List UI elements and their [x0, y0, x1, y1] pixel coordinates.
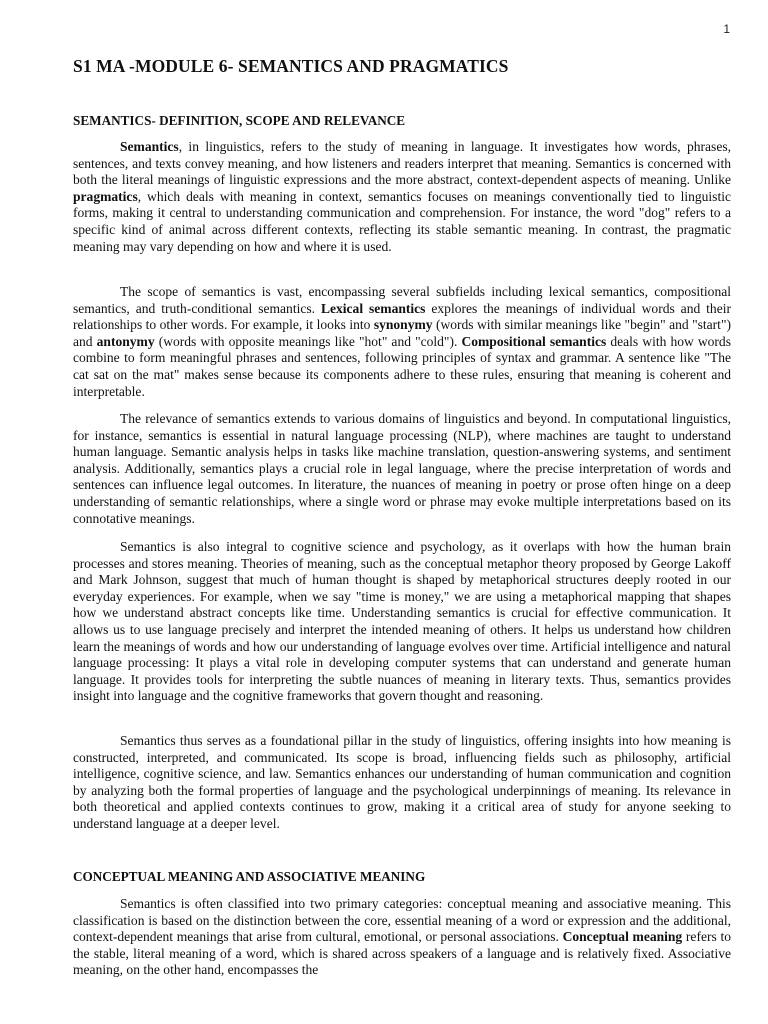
bold-term: synonymy: [373, 317, 433, 333]
bold-term: Compositional semantics: [461, 333, 607, 349]
section-heading-conceptual-associative: CONCEPTUAL MEANING AND ASSOCIATIVE MEANING: [73, 869, 426, 884]
bold-term: Lexical semantics: [320, 300, 426, 316]
bold-term: Conceptual meaning: [562, 929, 683, 945]
bold-term: Semantics: [120, 139, 179, 154]
bold-term: pragmatics: [73, 188, 138, 204]
paragraph-semantics-cognitive: Semantics is also integral to cognitive science and psychology, as it overlaps with how the human brain processes and stores meaning. Theories of meaning, such as the conceptual metaphor theory proposed by George Lakoff and Mark Johnson, suggest that much of human thought is shaped by metaphorical structures deeply rooted in our everyday experiences. For example, when we say "time is money," we are using a metaphorical mapping that shapes how we understand abstract concepts like time. Understanding semantics is crucial for effective communication. It allows us to use language precisely and interpret the intended meaning of others. It helps us understand how children learn the meanings of words and how our understanding of language evolves over time. Artificial intelligence and natural language processing: It plays a vital role in developing computer systems that can understand and generate human language. It provides tools for interpreting the subtle nuances of meaning in literary texts. Thus, semantics provides insight into language and the cognitive frameworks that govern thought and reasoning.: [73, 539, 731, 704]
section-heading-semantics: SEMANTICS- DEFINITION, SCOPE AND RELEVANCE: [73, 113, 406, 128]
paragraph-semantics-scope: The scope of semantics is vast, encompassing several subfields including lexical semantics, compositional semantics, and truth-conditional semantics. Lexical semantics explores the meanings of individual words and their relationships to other words. For example, it looks into synonymy (words with similar meanings like "begin" and "start") and antonymy (words with opposite meanings like "hot" and "cold"). Compositional semantics deals with how words combine to form meaningful phrases and sentences, following principles of syntax and grammar. A sentence like "The cat sat on the mat" makes sense because its components adhere to these rules, ensuring that meaning is coherent and interpretable.: [73, 284, 731, 399]
paragraph-meaning-classification: Semantics is often classified into two primary categories: conceptual meaning and associative meaning. This classification is based on the distinction between the core, essential meaning of a word or expression and the additional, context-dependent meanings that arise from cultural, emotional, or personal associations. Conceptual meaning refers to the stable, literal meaning of a word, which is shared across speakers of a language and is relatively fixed. Associative meaning, on the other hand, encompasses the: [73, 896, 731, 978]
paragraph-semantics-definition: Semantics, in linguistics, refers to the study of meaning in language. It investigates how words, phrases, sentences, and texts convey meaning, and how listeners and readers interpret that meaning. Semantics is concerned with both the literal meanings of linguistic expressions and the more abstract, context-dependent aspects of meaning. Unlike pragmatics, which deals with meaning in context, semantics focuses on meanings conventionally tied to linguistic forms, making it central to understanding communication and comprehension. For instance, the word "dog" refers to a specific kind of animal across different contexts, reflecting its stable semantic meaning. In contrast, the pragmatic meaning may vary depending on how and where it is used.: [73, 139, 731, 254]
document-title: S1 MA -MODULE 6- SEMANTICS AND PRAGMATICS: [73, 56, 509, 76]
page-number: 1: [723, 22, 730, 36]
paragraph-semantics-relevance: The relevance of semantics extends to various domains of linguistics and beyond. In computational linguistics, for instance, semantics is essential in natural language processing (NLP), where machines are taught to understand human language. Semantic analysis helps in tasks like machine translation, question-answering systems, and sentiment analysis. Additionally, semantics plays a crucial role in legal language, where the precise interpretation of words and sentences can influence legal outcomes. In literature, the nuances of meaning in poetry or prose often hinge on a deep understanding of semantic relationships, where a single word or phrase may evoke multiple interpretations based on its connotative meanings.: [73, 411, 731, 526]
bold-term: antonymy: [96, 333, 155, 349]
paragraph-semantics-summary: Semantics thus serves as a foundational pillar in the study of linguistics, offering insights into how meaning is constructed, interpreted, and communicated. Its scope is broad, influencing fields such as philosophy, artificial intelligence, cognitive science, and law. Semantics enhances our understanding of human communication and cognition by analyzing both the formal properties of language and the psychological underpinnings of meaning. Its relevance in both theoretical and applied contexts continues to grow, making it a critical area of study for anyone seeking to understand language at a deeper level.: [73, 733, 731, 831]
